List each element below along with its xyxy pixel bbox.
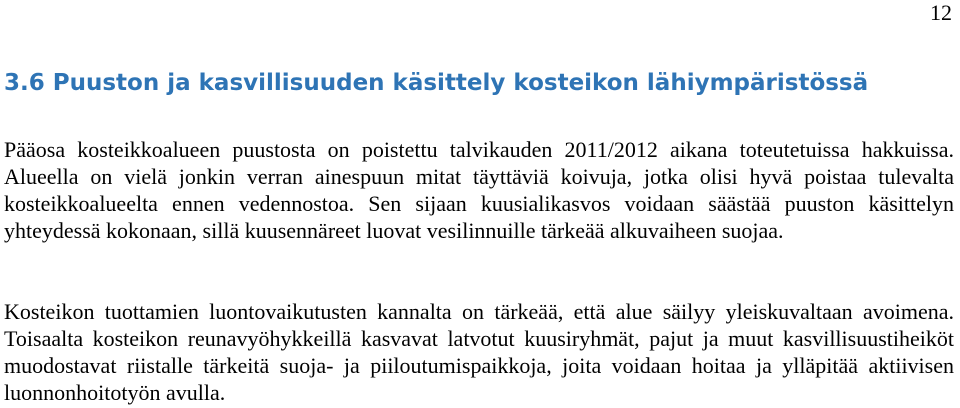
body-paragraph-1: Pääosa kosteikkoalueen puustosta on poistettu talvikauden 2011/2012 aikana toteutetuissa hakkuissa. Alueella on vielä jonkin verran ainespuun mitat täyttäviä koivuja, jotka olisi hyvä poistaa tulevalta kosteikkoalueelta ennen vedennostoa. Sen sijaan kuusialikasvos voidaan säästää puuston käsittelyn yhteydessä kokonaan, sillä kuusennäreet luovat vesilinnuille tärkeää alkuvaiheen suojaa. bbox=[4, 137, 954, 243]
body-paragraph-2: Kosteikon tuottamien luontovaikutusten kannalta on tärkeää, että alue säilyy yleiskuvaltaan avoimena. Toisaalta kosteikon reunavyöhykkeillä kasvavat latvotut kuusiryhmät, pajut ja muut kasvillisuustiheiköt muodostavat riistalle tärkeitä suoja- ja piiloutumispaikkoja, joita voidaan hoitaa ja ylläpitää aktiivisen luonnonhoitotyön avulla. bbox=[4, 299, 954, 405]
section-heading: 3.6 Puuston ja kasvillisuuden käsittely kosteikon lähiympäristössä bbox=[4, 70, 869, 96]
page-number: 12 bbox=[930, 0, 952, 25]
